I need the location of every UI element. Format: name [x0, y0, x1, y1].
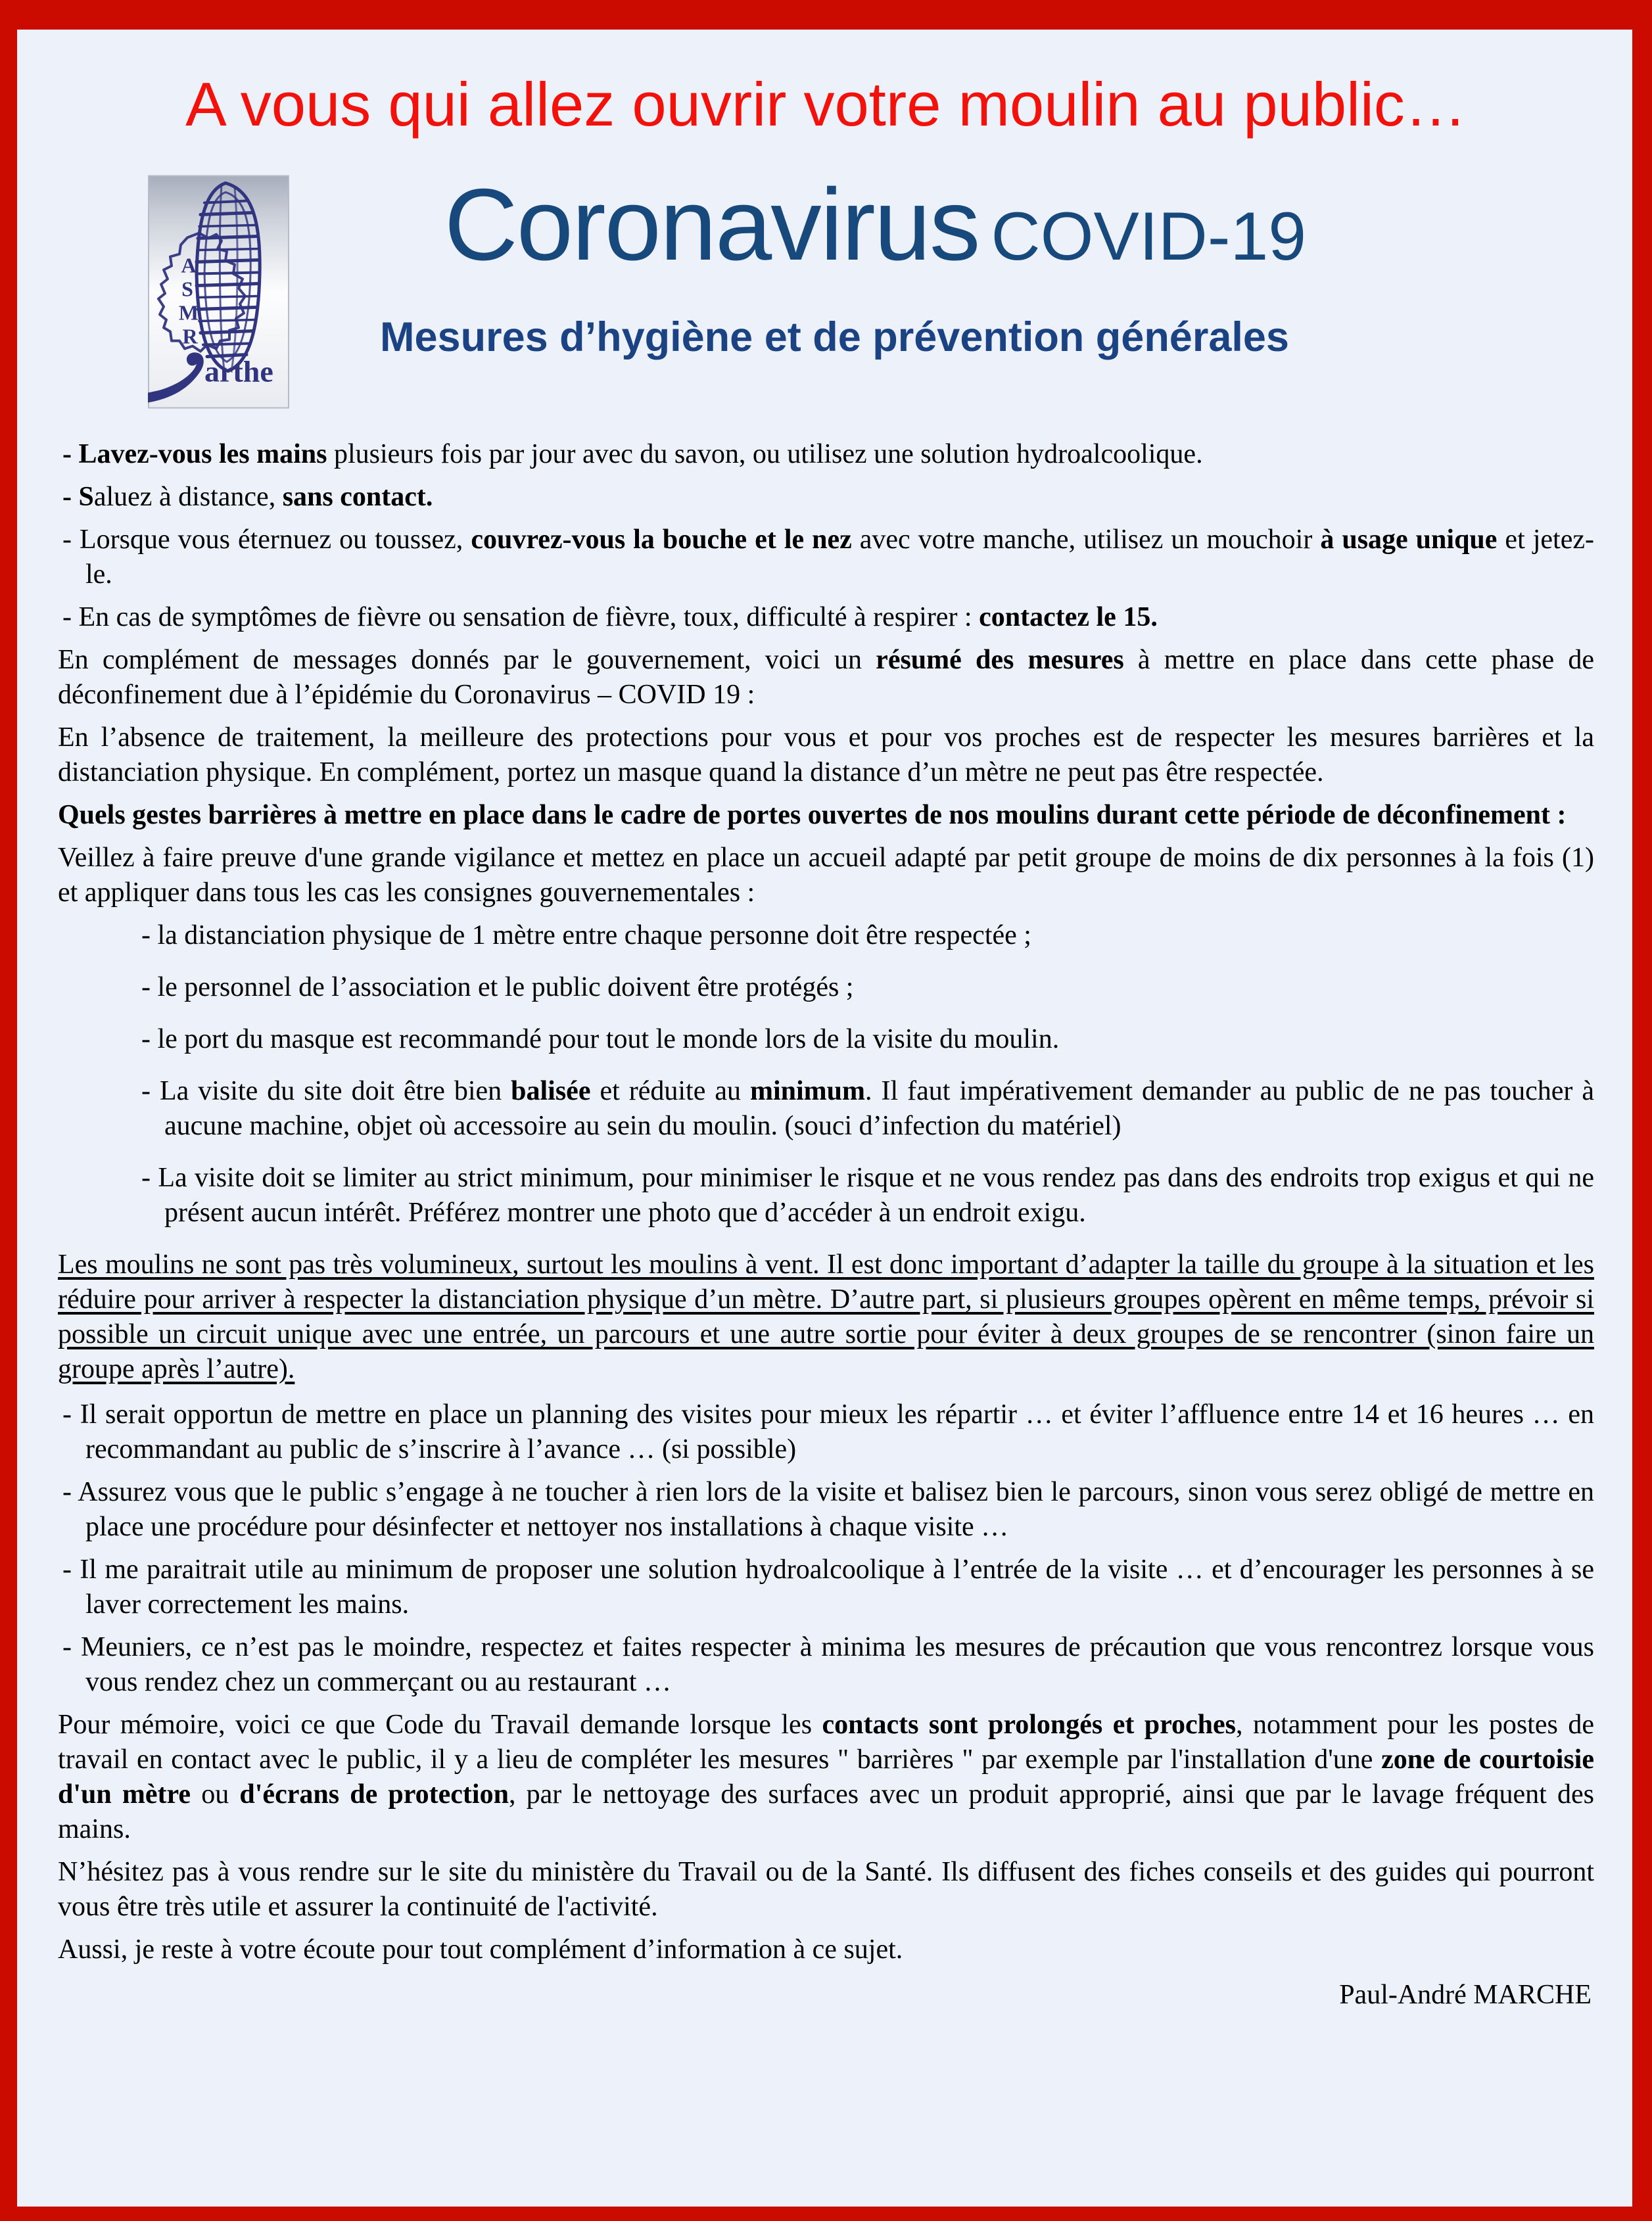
intro-summary: En complément de messages donnés par le gouvernement, voici un résumé des mesures à mettre en place dans cette phase de déconfinement due à l’épidémie du Coronavirus – COVID 19 :: [58, 645, 1594, 710]
rule-symptoms: - En cas de symptômes de fièvre ou sensation de fièvre, toux, difficulté à respirer : contactez le 15.: [62, 602, 1158, 632]
logo-letter-r: R: [182, 324, 198, 348]
logo-letter-s: S: [181, 277, 193, 301]
sub-personnel: - le personnel de l’association et le public doivent être protégés ;: [141, 972, 854, 1002]
logo-letter-m: M: [178, 300, 199, 325]
reste-a-votre-ecoute: Aussi, je reste à votre écoute pour tout complément d’information à ce sujet.: [58, 1934, 903, 1965]
code-du-travail: Pour mémoire, voici ce que Code du Travail demande lorsque les contacts sont prolongés et proches, notamment pour les postes de travail en contact avec le public, il y a lieu de compléter les mesures " barrières " par exemple par l'installation d'une zone de courtoisie d'un mètre ou d'écrans de protection, par le nettoyage des surfaces avec un produit approprié, ainsi que par le lavage fréquent des mains.: [58, 1710, 1595, 1844]
moulins-taille-groupe: Les moulins ne sont pas très volumineux, surtout les moulins à vent. Il est donc important d’adapter la taille du groupe à la situation et les réduire pour arriver à respecter la distanciation physique d’un mètre. D’autre part, si plusieurs groupes opèrent en même temps, prévoir si possible un circuit unique avec une entrée, un parcours et une autre sortie pour éviter à deux groupes de se rencontrer (sinon faire un groupe après l’autre).: [58, 1250, 1594, 1384]
logo-region-label: arthe: [204, 354, 273, 388]
solution-hydroalcoolique: - Il me paraitrait utile au minimum de proposer une solution hydroalcoolique à l’entrée de la visite … et d’encourager les personnes à se laver correctement les mains.: [62, 1555, 1594, 1620]
rule-wash-hands: - Lavez-vous les mains plusieurs fois par jour avec du savon, ou utilisez une solution hydroalcoolique.: [62, 439, 1203, 469]
headline: A vous qui allez ouvrir votre moulin au public…: [185, 70, 1467, 139]
vigilance-accueil: Veillez à faire preuve d'une grande vigilance et mettez en place un accueil adapté par petit groupe de moins de dix personnes à la fois (1) et appliquer dans tous les cas les consignes gouvernementales :: [58, 843, 1594, 908]
main-title-covid: COVID-19: [991, 199, 1307, 275]
intro-barriers: En l’absence de traitement, la meilleure des protections pour vous et pour vos proches est de respecter les mesures barrières et la distanciation physique. En complément, portez un masque quand la distance d’un mètre ne peut pas être respectée.: [58, 722, 1594, 787]
sub-limiter-visite: - La visite doit se limiter au strict minimum, pour minimiser le risque et ne vous rendez pas dans des endroits trop exigus et qui ne présent aucun intérêt. Préférez montrer une photo que d’accéder à un endroit exigu.: [141, 1163, 1594, 1228]
flyer-header: [58, 30, 1594, 437]
rule-greet-distance: - Saluez à distance, sans contact.: [62, 482, 433, 512]
document-body: [58, 437, 1594, 1967]
heading-gestes-barrieres: Quels gestes barrières à mettre en place dans le cadre de portes ouvertes de nos moulins durant cette période de déconfinement :: [58, 800, 1567, 830]
rule-cover-mouth: - Lorsque vous éternuez ou toussez, couvrez-vous la bouche et le nez avec votre manche, utilisez un mouchoir à usage unique et jetez-le.: [62, 525, 1594, 590]
main-title: [58, 166, 1594, 283]
logo-letter-a: A: [181, 253, 197, 277]
sub-distanciation: - la distanciation physique de 1 mètre entre chaque personne doit être respectée ;: [141, 920, 1031, 950]
ministere-travail-sante: N’hésitez pas à vous rendre sur le site du ministère du Travail ou de la Santé. Ils diffusent des fiches conseils et des guides qui pourront vous être très utile et assurer la continuité de l'activité.: [58, 1857, 1594, 1922]
signature: Paul-André MARCHE: [1339, 1980, 1592, 2010]
subtitle: Mesures d’hygiène et de prévention générales: [380, 314, 1289, 360]
main-title-word: Coronavirus: [444, 168, 979, 281]
engagement-public: - Assurez vous que le public s’engage à ne toucher à rien lors de la visite et balisez bien le parcours, sinon vous serez obligé de mettre en place une procédure pour désinfecter et nettoyer nos installations à chaque visite …: [62, 1477, 1594, 1542]
meuniers-exemple: - Meuniers, ce n’est pas le moindre, respectez et faites respecter à minima les mesures de précaution que vous rencontrez lorsque vous vous rendez chez un commerçant ou au restaurant …: [62, 1632, 1594, 1697]
sub-balisage: - La visite du site doit être bien balisée et réduite au minimum. Il faut impérativement demander au public de ne pas toucher à aucune machine, objet où accessoire au sein du moulin. (souci d’infection du matériel): [141, 1076, 1595, 1141]
flyer-content: [17, 30, 1632, 2207]
sub-masque: - le port du masque est recommandé pour tout le monde lors de la visite du moulin.: [141, 1024, 1060, 1054]
planning-visites: - Il serait opportun de mettre en place un planning des visites pour mieux les répartir … et éviter l’affluence entre 14 et 16 heures … en recommandant au public de s’inscrire à l’avance … (si possible): [62, 1399, 1594, 1464]
